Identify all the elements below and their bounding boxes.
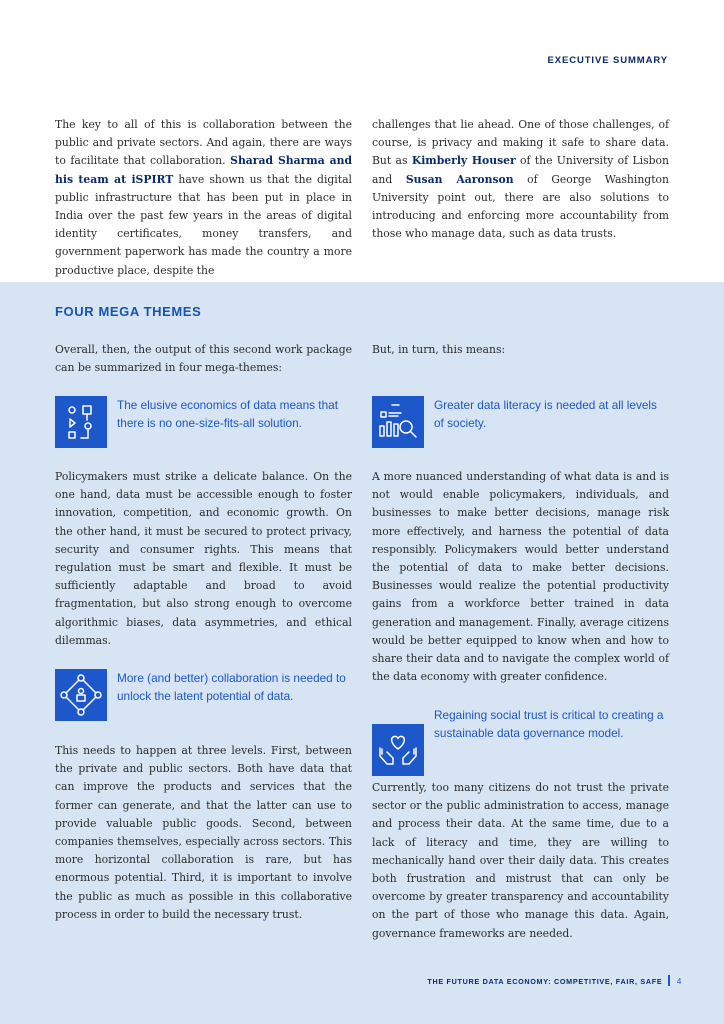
theme-collaboration: [55, 669, 355, 725]
section-header: EXECUTIVE SUMMARY: [547, 55, 668, 66]
theme-data-literacy-title: Greater data literacy is needed at all levels of society.: [434, 398, 657, 431]
collaboration-network-icon: [55, 669, 107, 721]
theme-economics-body: Policymakers must strike a delicate balance. On the one hand, data must be accessible enough to foster innovation, competition, and economic growth. On the other hand, it must be secured to protect privacy, security and consumer rights. This means that regulation must be smart and flexible. It must be sufficiently adaptable and broad to avoid fragmentation, but also strong enough to overcome algorithmic biases, data asymmetries, and ethical dilemmas.: [55, 470, 352, 647]
intro-left-text-2: have shown us that the digital public infrastructure that has been put in place in India over the past few years in the areas of digital identity certificates, money transfers, and government paperwork has made the country a more productive place, despite the: [55, 172, 352, 277]
economics-icon: [55, 396, 107, 448]
footer-separator: [668, 975, 670, 986]
theme-collaboration-body: This needs to happen at three levels. First, between the private and public sectors. Both have data that can improve the products and services that the former can generate, and that the latter can use to provide valuable public goods. Second, between companies themselves, especially across sectors. This more horizontal collaboration is rare, but has enormous potential. Third, it is important to involve the public as much as possible in this collaborative process in order to build the necessary trust.: [55, 744, 352, 921]
intro-left-paragraph: [55, 116, 352, 280]
themes-left-intro: Overall, then, the output of this second work package can be summarized in four mega-themes:: [55, 343, 352, 375]
theme-social-trust: [372, 706, 672, 762]
intro-right-text-1: challenges that lie ahead. One of those challenges, of course, is privacy and making it safe to share data. But as: [372, 118, 669, 168]
theme-data-literacy-body: A more nuanced understanding of what data is and is not would enable policymakers, individuals, and businesses to make better decisions, manage risk more effectively, and harness the potential of data responsibly. Policymakers would better understand the potential of data to make better decisions. Businesses would realize the potential productivity gains from a workforce better trained in data generation and management. Finally, average citizens would be better equipped to know when and how to share their data and to navigate the complex world of the data economy with greater confidence.: [372, 470, 669, 684]
page-number: 4: [676, 977, 682, 986]
hands-heart-icon: [372, 724, 424, 776]
intro-left-text-1: The key to all of this is collaboration between the public and private sectors. And again, there are ways to facilitate that collaboration.: [55, 118, 352, 168]
theme-collaboration-title: More (and better) collaboration is needed to unlock the latent potential of data.: [117, 671, 346, 704]
intro-right-text-3: of George Washington University point out, there are also solutions to introducing and enforcing more accountability from those who manage data, such as data trusts.: [372, 172, 669, 241]
theme-data-literacy: [372, 396, 672, 452]
footer-title: THE FUTURE DATA ECONOMY: COMPETITIVE, FAIR, SAFE: [427, 977, 663, 986]
intro-right-text-2: of the University of Lisbon and: [372, 154, 669, 186]
themes-right-intro: But, in turn, this means:: [372, 343, 506, 356]
theme-economics: [55, 396, 355, 452]
page-footer: [427, 975, 682, 986]
intro-left-highlight-1: Sharad Sharma and his team at iSPIRT: [55, 154, 352, 186]
intro-right-highlight-1: Kimberly Houser: [411, 154, 516, 168]
data-literacy-icon: [372, 396, 424, 448]
theme-economics-title: The elusive economics of data means that there is no one-size-fits-all solution.: [117, 398, 338, 431]
intro-right-paragraph: [372, 116, 669, 243]
theme-social-trust-title: Regaining social trust is critical to creating a sustainable data governance model.: [434, 708, 664, 741]
section-title: FOUR MEGA THEMES: [55, 304, 202, 319]
theme-social-trust-body: Currently, too many citizens do not trust the private sector or the public administration to access, manage and process their data. At the same time, due to a lack of literacy and time, they are willing to mechanically hand over their daily data. This creates both frustration and mistrust that can only be overcome by greater transparency and accountability on the part of those who manage this data. Again, governance frameworks are needed.: [372, 781, 669, 940]
intro-right-highlight-2: Susan Aaronson: [405, 172, 514, 186]
